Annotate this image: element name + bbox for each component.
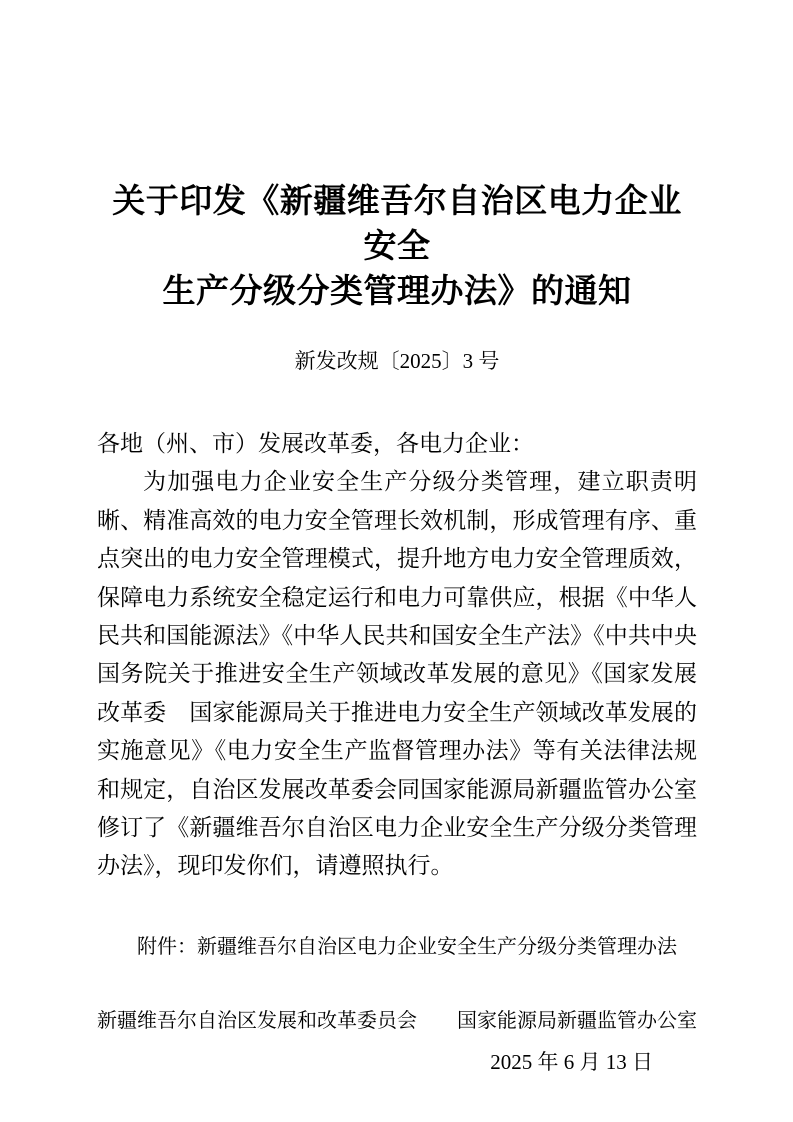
document-title [97,180,697,315]
salutation-line: 各地（州、市）发展改革委，各电力企业： [97,431,534,456]
body-paragraph: 为加强电力企业安全生产分级分类管理，建立职责明晰、精准高效的电力安全管理长效机制，形成管理有序、重点突出的电力安全管理模式，提升地方电力安全管理质效，保障电力系统安全稳定运行和电力可靠供应，根据《中华人民共和国能源法》《中华人民共和国安全生产法》《中共中央 国务院关于推进安全生产领域改革发展的意见》《国家发展改革委 国家能源局关于推进电力安全生产领域改革发展的实施意见》《电力安全生产监督管理办法》等有关法律法规和规定，自治区发展改革委会同国家能源局新疆监管办公室修订了《新疆维吾尔自治区电力企业安全生产分级分类管理办法》，现印发你们，请遵照执行。 [97,469,720,879]
title-line-1: 关于印发《新疆维吾尔自治区电力企业安全 [112,184,682,265]
signature-row [97,1006,697,1036]
document-body [97,425,720,962]
attachment-line: 附件：新疆维吾尔自治区电力企业安全生产分级分类管理办法 [137,935,677,958]
document-number: 新发改规〔2025〕3 号 [294,349,500,373]
date-line: 2025 年 6 月 13 日 [490,1049,653,1074]
title-line-2: 生产分级分类管理办法》的通知 [162,274,632,310]
signer-left: 新疆维吾尔自治区发展和改革委员会 [97,1009,417,1032]
signer-right: 国家能源局新疆监管办公室 [457,1009,697,1032]
